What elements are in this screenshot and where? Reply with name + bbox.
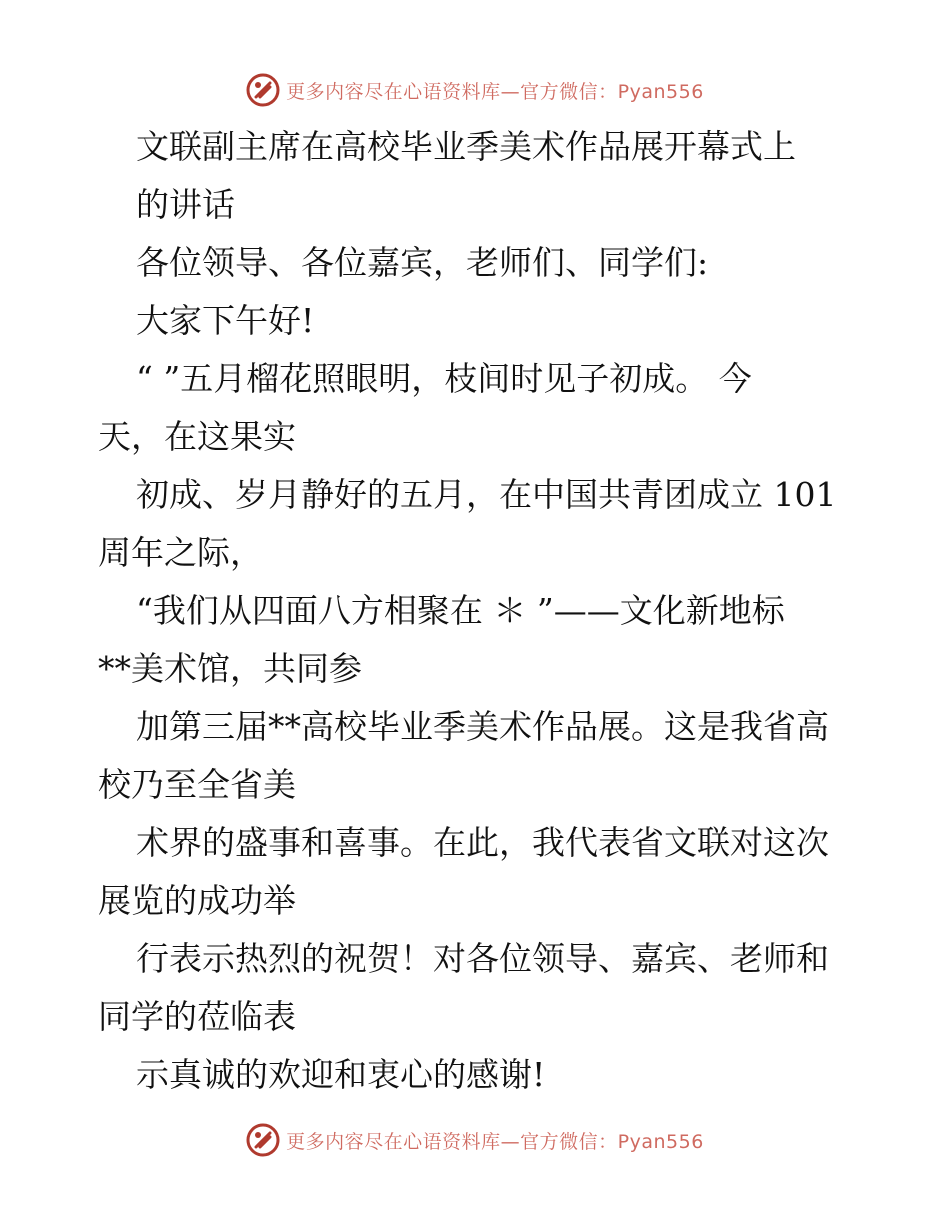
paragraph-line: 术界的盛事和喜事。在此，我代表省文联对这次 [136,823,829,862]
paragraph-line: 天，在这果实 [98,417,296,456]
header-watermark [0,70,950,110]
paragraph-line: 周年之际， [98,533,263,572]
document-body [98,118,858,1104]
salutation: 各位领导、各位嘉宾，老师们、同学们: [136,243,709,282]
paragraph-line: “我们从四面八方相聚在 ＊ ”——文化新地标 [136,591,785,630]
paragraph-line: 校乃至全省美 [98,765,296,804]
watermark-text: 更多内容尽在心语资料库—官方微信：Pyan556 [286,80,704,103]
watermark-text: 更多内容尽在心语资料库—官方微信：Pyan556 [286,1130,704,1153]
title-line-1: 文联副主席在高校毕业季美术作品展开幕式上 [136,127,796,166]
footer-watermark [0,1120,950,1160]
paragraph-line: 加第三届**高校毕业季美术作品展。这是我省高 [136,707,829,746]
paragraph-line: “ ”五月榴花照眼明，枝间时见子初成。 今 [136,359,752,398]
paragraph-line: 示真诚的欢迎和衷心的感谢! [136,1055,546,1094]
greeting: 大家下午好! [136,301,315,340]
title-line-2: 的讲话 [136,185,235,224]
logo-icon [246,73,280,107]
paragraph-line: 展览的成功举 [98,881,296,920]
paragraph-line: 初成、岁月静好的五月，在中国共青团成立 101 [136,475,837,514]
paragraph-line: 同学的莅临表 [98,997,296,1036]
paragraph-line: 行表示热烈的祝贺！对各位领导、嘉宾、老师和 [136,939,829,978]
logo-icon [246,1123,280,1157]
paragraph-line: **美术馆，共同参 [98,649,362,688]
